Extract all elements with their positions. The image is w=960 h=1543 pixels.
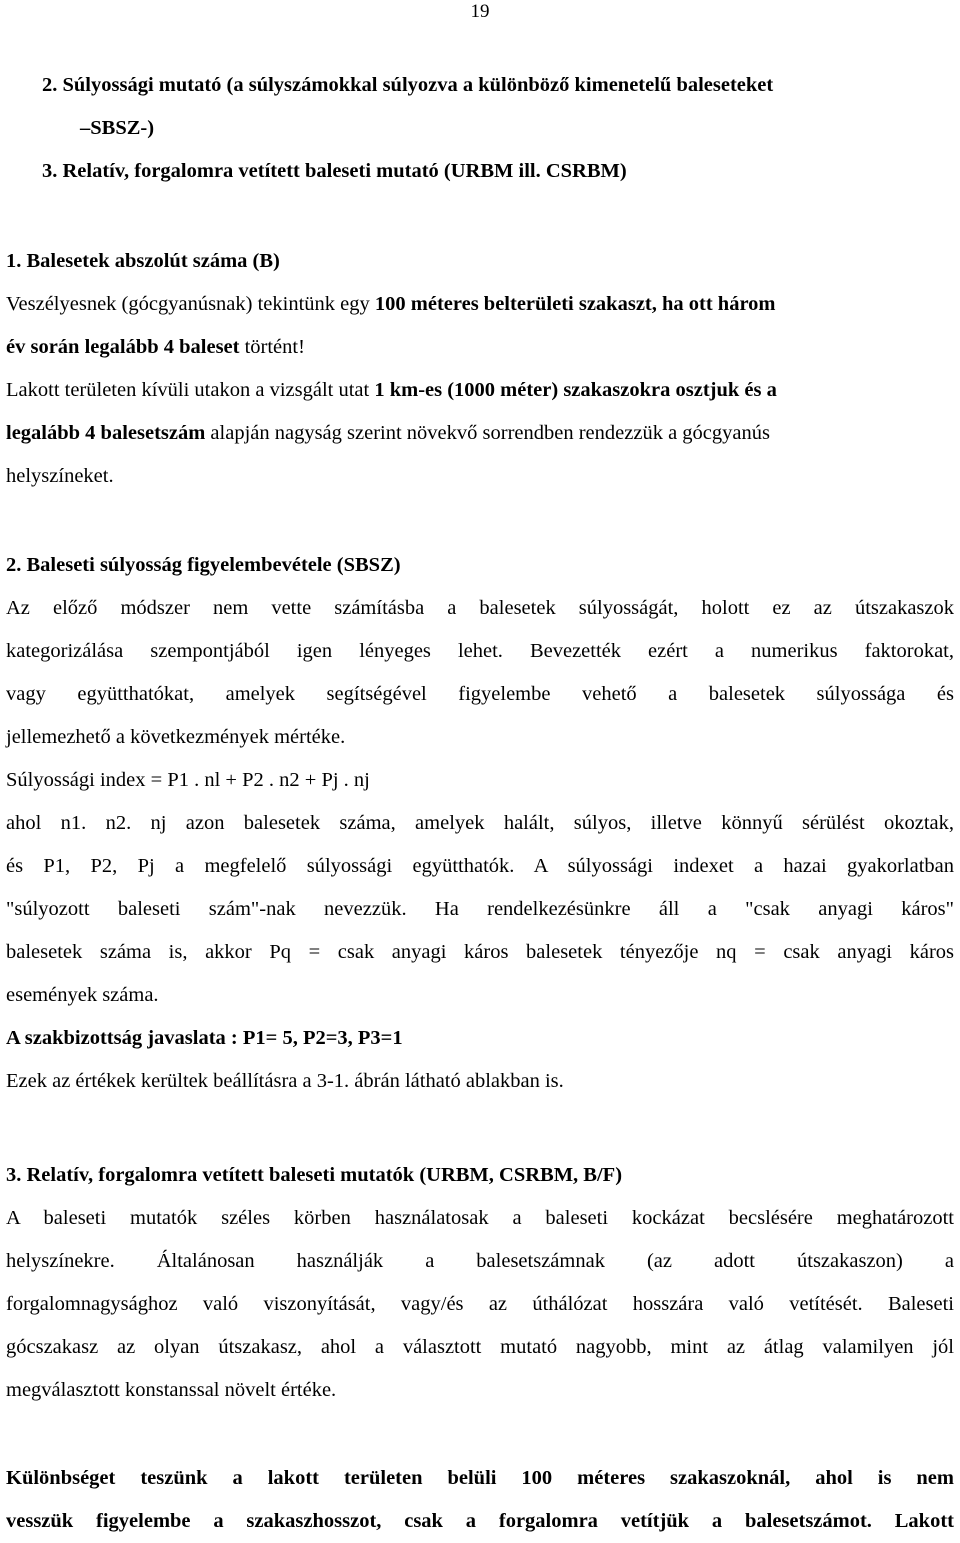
paragraph-line: és P1, P2, Pj a megfelelő súlyossági együtthatók. A súlyossági indexet a hazai gyakorlatban: [6, 855, 954, 877]
text-run: történt!: [239, 336, 305, 358]
paragraph-line: balesetek száma is, akkor Pq = csak anyagi káros balesetek tényezője nq = csak anyagi káros: [6, 941, 954, 963]
paragraph-line: Ezek az értékek kerültek beállításra a 3-1. ábrán látható ablakban is.: [6, 1070, 564, 1092]
paragraph-line: Különbséget teszünk a lakott területen belüli 100 méteres szakaszoknál, ahol is nem: [6, 1467, 954, 1489]
section-2-heading: 2. Baleseti súlyosság figyelembevétele (SBSZ): [6, 554, 401, 576]
bold-text-run: 1 km-es (1000 méter) szakaszokra osztjuk és a: [374, 379, 777, 401]
section-1-heading: 1. Balesetek abszolút száma (B): [6, 250, 280, 272]
paragraph-line: jellemezhető a következmények mértéke.: [6, 726, 346, 748]
text-run: Veszélyesnek (gócgyanúsnak) tekintünk egy: [6, 293, 375, 315]
paragraph-line: helyszíneket.: [6, 465, 114, 487]
list-item-3: 3. Relatív, forgalomra vetített baleseti mutató (URBM ill. CSRBM): [42, 160, 627, 182]
paragraph-line: [6, 412, 954, 455]
text-run: alapján nagyság szerint növekvő sorrendben rendezzük a gócgyanús: [205, 422, 770, 444]
intro-list: [6, 64, 954, 193]
paragraph-line: [6, 369, 954, 412]
paragraph-line: [6, 326, 954, 369]
section-3: [6, 1154, 954, 1412]
list-item-2-cont: –SBSZ-): [80, 117, 155, 139]
section-1: [6, 240, 954, 498]
section-2: [6, 544, 954, 1103]
paragraph-line: vesszük figyelembe a szakaszhosszot, csak a forgalomra vetítjük a balesetszámot. Lakott: [6, 1510, 954, 1532]
paragraph-line: forgalomnagysághoz való viszonyítását, vagy/és az úthálózat hosszára való vetítését. Baleseti: [6, 1293, 954, 1315]
closing-paragraph: [6, 1457, 954, 1543]
bold-text-run: év során legalább 4 baleset: [6, 336, 240, 358]
proposal-line: A szakbizottság javaslata : P1= 5, P2=3, P3=1: [6, 1027, 403, 1049]
text-run: Lakott területen kívüli utakon a vizsgált utat: [6, 379, 375, 401]
formula: Súlyossági index = P1 . nl + P2 . n2 + Pj . nj: [6, 769, 370, 791]
paragraph-line: gócszakasz az olyan útszakasz, ahol a választott mutató nagyobb, mint az átlag valamilyen jól: [6, 1336, 954, 1358]
list-item-2: 2. Súlyossági mutató (a súlyszámokkal súlyozva a különböző kimenetelű baleseteket: [42, 74, 774, 96]
paragraph-line: "súlyozott baleseti szám"-nak nevezzük. Ha rendelkezésünkre áll a "csak anyagi káros": [6, 898, 954, 920]
bold-text-run: 100 méteres belterületi szakaszt, ha ott három: [374, 293, 776, 315]
paragraph-line: [6, 283, 954, 326]
paragraph-line: ahol n1. n2. nj azon balesetek száma, amelyek halált, súlyos, illetve könnyű sérülést okoztak,: [6, 812, 954, 834]
paragraph-line: események száma.: [6, 984, 159, 1006]
paragraph-line: kategorizálása szempontjából igen lényeges lehet. Bevezették ezért a numerikus faktorokat,: [6, 640, 954, 662]
paragraph-line: Az előző módszer nem vette számításba a balesetek súlyosságát, holott ez az útszakaszok: [6, 597, 954, 619]
bold-text-run: legalább 4 balesetszám: [6, 422, 206, 444]
paragraph-line: megválasztott konstanssal növelt értéke.: [6, 1379, 337, 1401]
paragraph-line: helyszínekre. Általánosan használják a balesetszámnak (az adott útszakaszon) a: [6, 1250, 954, 1272]
page-number: 19: [470, 1, 490, 22]
section-3-heading: 3. Relatív, forgalomra vetített baleseti mutatók (URBM, CSRBM, B/F): [6, 1164, 623, 1186]
paragraph-line: A baleseti mutatók széles körben használatosak a baleseti kockázat becslésére meghatározott: [6, 1207, 954, 1229]
paragraph-line: vagy együtthatókat, amelyek segítségével figyelembe vehető a balesetek súlyossága és: [6, 683, 954, 705]
